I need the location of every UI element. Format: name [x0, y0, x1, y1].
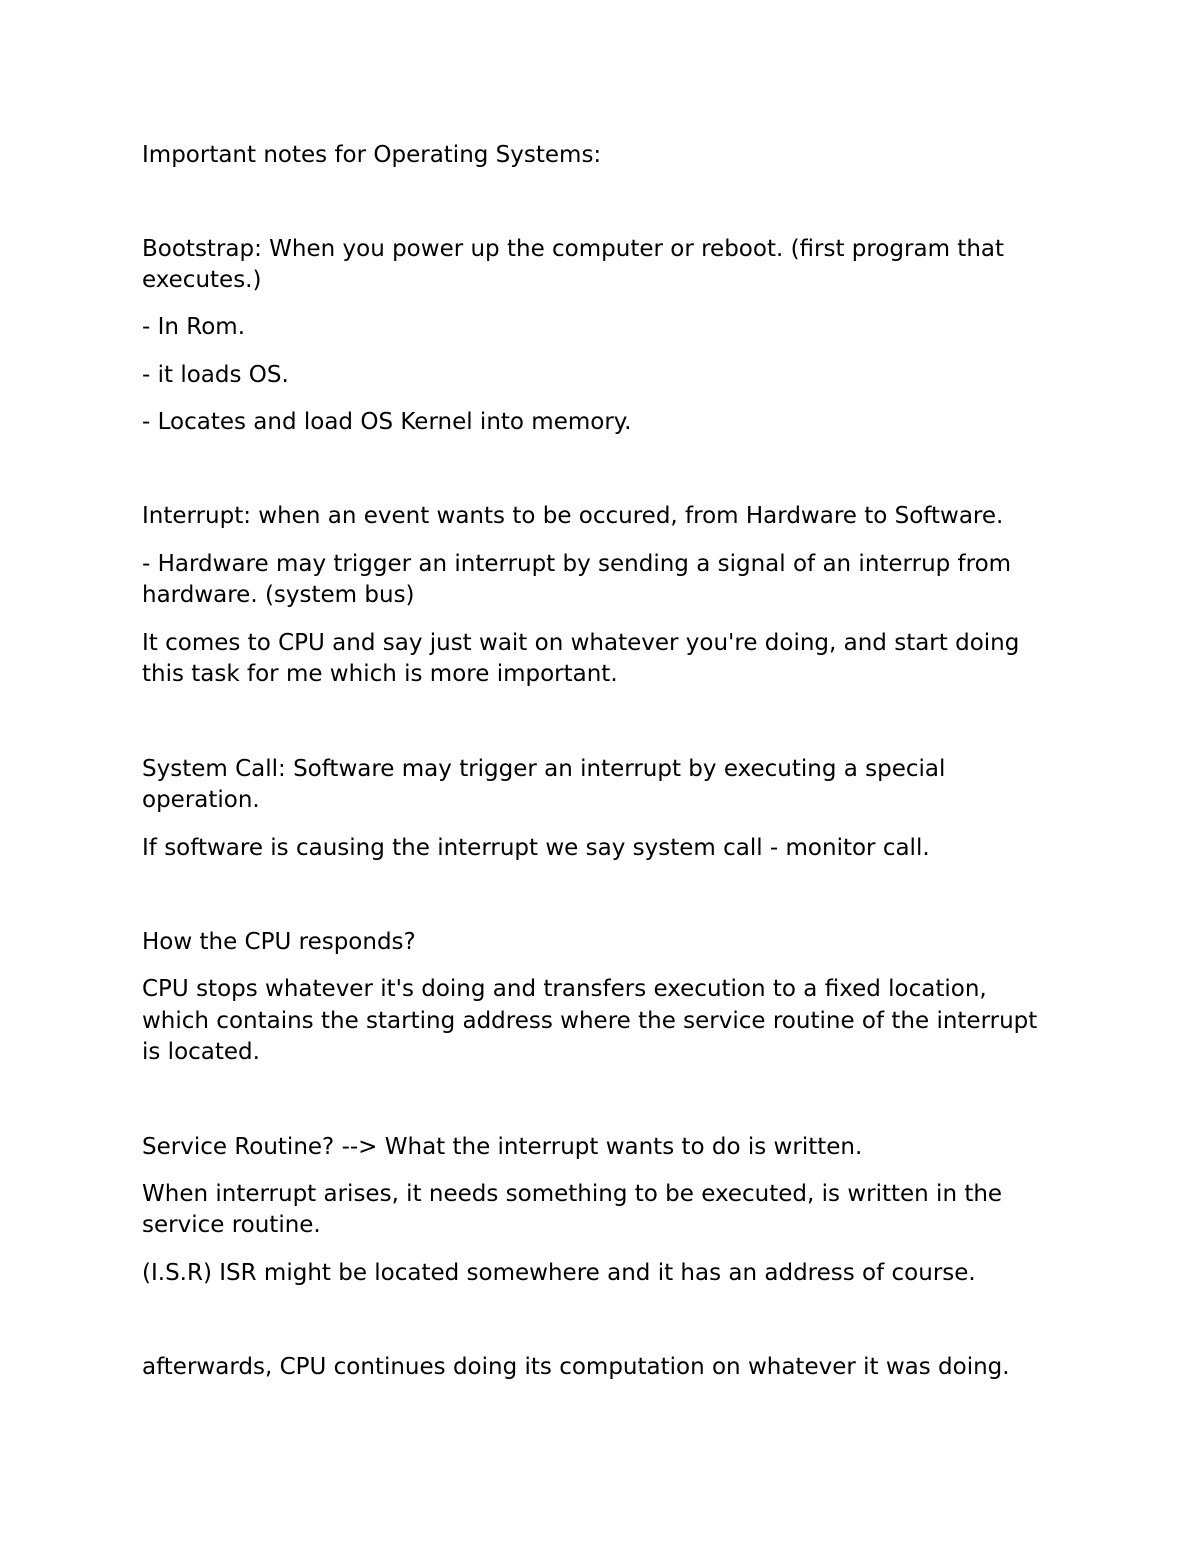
service-routine-heading: Service Routine? --> What the interrupt wants to do is written.	[142, 1134, 863, 1160]
cpu-response-line-3: is located.	[142, 1039, 260, 1065]
interrupt-hardware-line-2: hardware. (system bus)	[142, 582, 415, 608]
cpu-response-line-1: CPU stops whatever it's doing and transfers execution to a fixed location,	[142, 976, 987, 1002]
bootstrap-bullet-kernel: - Locates and load OS Kernel into memory.	[142, 409, 632, 435]
isr-address-note: (I.S.R) ISR might be located somewhere and it has an address of course.	[142, 1260, 976, 1286]
interrupt-explanation-line-2: this task for me which is more important.	[142, 661, 618, 687]
system-call-monitor-call: If software is causing the interrupt we say system call - monitor call.	[142, 835, 930, 861]
bootstrap-definition-line-2: executes.)	[142, 267, 262, 293]
interrupt-hardware-line-1: - Hardware may trigger an interrupt by sending a signal of an interrup from	[142, 551, 1012, 577]
service-routine-line-2: service routine.	[142, 1212, 321, 1238]
system-call-definition-line-2: operation.	[142, 787, 260, 813]
interrupt-definition: Interrupt: when an event wants to be occured, from Hardware to Software.	[142, 503, 1004, 529]
bootstrap-bullet-rom: - In Rom.	[142, 314, 246, 340]
bootstrap-bullet-loads-os: - it loads OS.	[142, 362, 289, 388]
service-routine-line-1: When interrupt arises, it needs something to be executed, is written in the	[142, 1181, 1003, 1207]
system-call-definition-line-1: System Call: Software may trigger an interrupt by executing a special	[142, 756, 946, 782]
closing-note: afterwards, CPU continues doing its computation on whatever it was doing.	[142, 1354, 1010, 1380]
cpu-response-line-2: which contains the starting address where the service routine of the interrupt	[142, 1008, 1038, 1034]
bootstrap-definition-line-1: Bootstrap: When you power up the computer or reboot. (first program that	[142, 236, 1005, 262]
interrupt-explanation-line-1: It comes to CPU and say just wait on whatever you're doing, and start doing	[142, 630, 1020, 656]
cpu-response-heading: How the CPU responds?	[142, 929, 416, 955]
document-title: Important notes for Operating Systems:	[142, 142, 602, 168]
